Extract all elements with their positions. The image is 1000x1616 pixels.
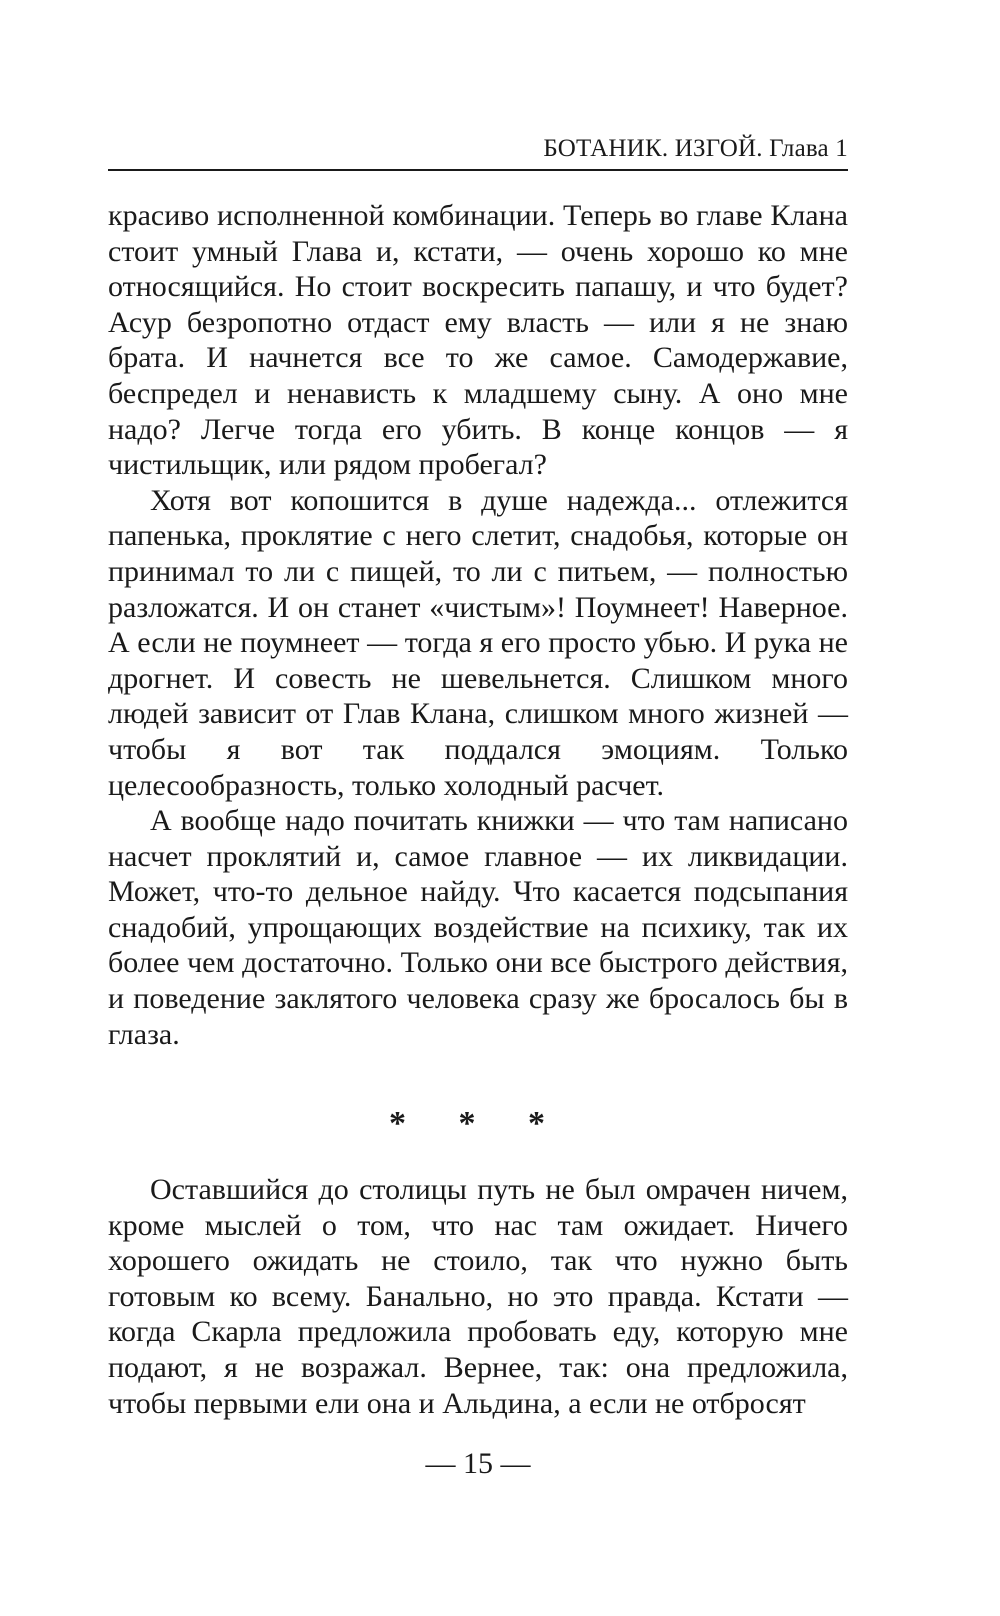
header-rule <box>108 169 848 171</box>
paragraph: Оставшийся до столицы путь не был омрачен ничем, кроме мыслей о том, что нас там ожидает. Ничего хорошего ожидать не стоило, так что нужно быть готовым ко всему. Банально, но это правда. Кстати — когда Скарла предложила пробовать еду, которую мне подают, я не возражал. Вернее, так: она предложила, чтобы первыми ели она и Альдина, а если не отбросят <box>108 1173 848 1420</box>
scene-text <box>108 1172 848 1421</box>
scene-break-asterism: * * * <box>389 1105 567 1142</box>
running-header: БОТАНИК. ИЗГОЙ. Глава 1 <box>543 135 848 162</box>
paragraph-continued: красиво исполненной комбинации. Теперь во главе Клана стоит умный Глава и, кстати, — очень хорошо ко мне относящийся. Но стоит воскресить папашу, и что будет? Асур безропотно отдаст ему власть — или я не знаю брата. И начнется все то же самое. Самодержавие, беспредел и ненависть к младшему сыну. А оно мне надо? Легче тогда его убить. В конце концов — я чистильщик, или рядом пробегал? <box>108 199 848 482</box>
paragraph: Хотя вот копошится в душе надежда... отлежится папенька, проклятие с него слетит, снадобья, которые он принимал то ли с пищей, то ли с питьем, — полностью разложатся. И он станет «чистым»! Поумнеет! Наверное. А если не поумнеет — тогда я его просто убью. И рука не дрогнет. И совесть не шевельнется. Слишком много людей зависит от Глав Клана, слишком много жизней — чтобы я вот так поддался эмоциям. Только целесообразность, только холодный расчет. <box>108 483 848 802</box>
page-number: — 15 — <box>425 1447 531 1480</box>
paragraph: А вообще надо почитать книжки — что там написано насчет проклятий и, самое главное — их ликвидации. Может, что-то дельное найду. Что касается подсыпания снадобий, упрощающих воздействие на психику, так их более чем достаточно. Только они все быстрого действия, и поведение заклятого человека сразу же бросалось бы в глаза. <box>108 804 848 1051</box>
main-text <box>108 198 848 1052</box>
